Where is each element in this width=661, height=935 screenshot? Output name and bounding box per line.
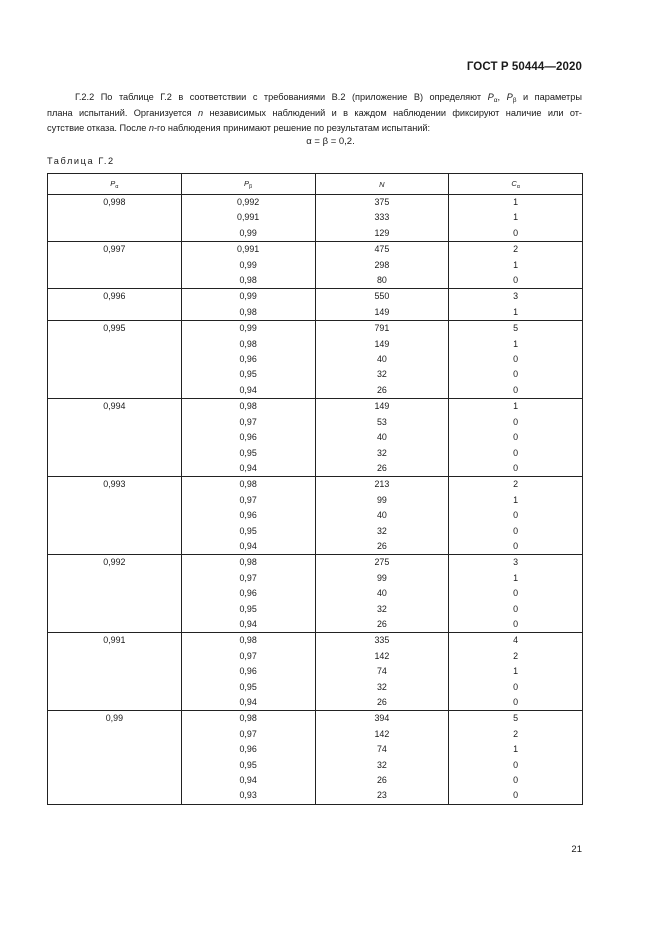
- paragraph-g-2-2: [47, 90, 582, 137]
- cell-n: 213: [315, 477, 449, 493]
- table-row: [48, 555, 583, 571]
- cell-n: 40: [315, 586, 449, 601]
- cell-c-alpha: 2: [449, 477, 583, 493]
- cell-c-alpha: 0: [449, 446, 583, 461]
- paragraph-line-3: сутствие отказа. После n-го наблюдения принимают решение по результатам испытаний:: [47, 123, 431, 134]
- header-n: N: [315, 174, 449, 195]
- cell-p-beta: 0,94: [181, 773, 315, 788]
- cell-c-alpha: 1: [449, 195, 583, 211]
- cell-p-alpha: 0,998: [48, 195, 182, 211]
- cell-p-alpha: [48, 273, 182, 289]
- cell-p-alpha: [48, 617, 182, 633]
- cell-p-beta: 0,95: [181, 680, 315, 695]
- cell-c-alpha: 5: [449, 711, 583, 727]
- alpha-subscript: α: [493, 97, 498, 104]
- header-c-alpha: $C_\alpha$: [449, 174, 583, 195]
- cell-c-alpha: 1: [449, 742, 583, 757]
- paragraph-line-1: Г.2.2 По таблице Г.2 в соответствии с требованиями В.2 (приложение В) определяют $P_\alpha$, $P_\beta$ и параметры: [75, 92, 582, 104]
- cell-p-beta: 0,94: [181, 539, 315, 555]
- cell-p-alpha: [48, 773, 182, 788]
- cell-p-beta: 0,99: [181, 321, 315, 337]
- cell-n: 23: [315, 788, 449, 804]
- cell-p-beta: 0,97: [181, 493, 315, 508]
- cell-p-alpha: [48, 508, 182, 523]
- cell-n: 32: [315, 680, 449, 695]
- cell-n: 99: [315, 571, 449, 586]
- cell-n: 335: [315, 633, 449, 649]
- cell-p-beta: 0,96: [181, 352, 315, 367]
- cell-c-alpha: 0: [449, 383, 583, 399]
- table-row: [48, 477, 583, 493]
- cell-p-alpha: 0,99: [48, 711, 182, 727]
- cell-p-alpha: [48, 649, 182, 664]
- table-row: [48, 415, 583, 430]
- table-row: [48, 602, 583, 617]
- beta-subscript: β: [512, 97, 517, 104]
- cell-p-beta: 0,991: [181, 210, 315, 225]
- table-row: [48, 695, 583, 711]
- table-row: [48, 195, 583, 211]
- cell-n: 375: [315, 195, 449, 211]
- cell-p-beta: 0,98: [181, 477, 315, 493]
- cell-n: 32: [315, 446, 449, 461]
- table-row: [48, 352, 583, 367]
- cell-p-alpha: [48, 602, 182, 617]
- table-row: [48, 617, 583, 633]
- cell-p-alpha: [48, 446, 182, 461]
- cell-p-beta: 0,94: [181, 617, 315, 633]
- table-row: [48, 711, 583, 727]
- cell-c-alpha: 0: [449, 680, 583, 695]
- table-header-row: [48, 174, 583, 195]
- table-row: [48, 727, 583, 742]
- cell-p-beta: 0,96: [181, 586, 315, 601]
- table-row: [48, 242, 583, 258]
- cell-p-beta: 0,98: [181, 399, 315, 415]
- table-row: [48, 337, 583, 352]
- table-row: [48, 258, 583, 273]
- table-row: [48, 446, 583, 461]
- table-g-2: [47, 173, 583, 805]
- cell-n: 40: [315, 430, 449, 445]
- cell-n: 32: [315, 524, 449, 539]
- cell-n: 74: [315, 742, 449, 757]
- cell-n: 394: [315, 711, 449, 727]
- cell-c-alpha: 0: [449, 367, 583, 382]
- cell-p-alpha: [48, 305, 182, 321]
- cell-p-beta: 0,98: [181, 305, 315, 321]
- cell-p-beta: 0,98: [181, 633, 315, 649]
- cell-c-alpha: 2: [449, 242, 583, 258]
- cell-c-alpha: 0: [449, 273, 583, 289]
- cell-c-alpha: 0: [449, 524, 583, 539]
- cell-p-beta: 0,94: [181, 461, 315, 477]
- cell-p-alpha: [48, 539, 182, 555]
- table-body: [48, 195, 583, 805]
- n-symbol: n: [197, 107, 204, 118]
- cell-p-alpha: 0,993: [48, 477, 182, 493]
- table-row: [48, 773, 583, 788]
- cell-c-alpha: 2: [449, 727, 583, 742]
- cell-p-alpha: [48, 524, 182, 539]
- cell-p-alpha: [48, 493, 182, 508]
- cell-p-alpha: 0,996: [48, 289, 182, 305]
- cell-p-alpha: [48, 352, 182, 367]
- table-row: [48, 788, 583, 804]
- cell-c-alpha: 1: [449, 210, 583, 225]
- cell-c-alpha: 0: [449, 539, 583, 555]
- cell-p-alpha: 0,997: [48, 242, 182, 258]
- cell-p-alpha: [48, 258, 182, 273]
- cell-p-beta: 0,99: [181, 226, 315, 242]
- cell-n: 40: [315, 352, 449, 367]
- document-code: ГОСТ Р 50444—2020: [466, 61, 582, 73]
- cell-p-beta: 0,98: [181, 555, 315, 571]
- cell-n: 53: [315, 415, 449, 430]
- table-row: [48, 680, 583, 695]
- cell-p-alpha: [48, 758, 182, 773]
- cell-p-beta: 0,96: [181, 430, 315, 445]
- cell-p-beta: 0,94: [181, 695, 315, 711]
- cell-n: 791: [315, 321, 449, 337]
- cell-p-alpha: [48, 571, 182, 586]
- cell-c-alpha: 0: [449, 695, 583, 711]
- cell-p-alpha: [48, 383, 182, 399]
- cell-p-alpha: [48, 337, 182, 352]
- cell-p-beta: 0,992: [181, 195, 315, 211]
- table-row: [48, 524, 583, 539]
- cell-c-alpha: 0: [449, 430, 583, 445]
- cell-n: 298: [315, 258, 449, 273]
- cell-n: 26: [315, 461, 449, 477]
- table-row: [48, 305, 583, 321]
- paragraph-line-2: плана испытаний. Организуется n независимых наблюдений и в каждом наблюдении фиксируют наличие или от-: [47, 107, 582, 118]
- cell-c-alpha: 0: [449, 415, 583, 430]
- cell-p-beta: 0,98: [181, 711, 315, 727]
- cell-c-alpha: 0: [449, 617, 583, 633]
- cell-p-alpha: [48, 210, 182, 225]
- cell-p-alpha: [48, 695, 182, 711]
- cell-p-alpha: [48, 742, 182, 757]
- cell-n: 74: [315, 664, 449, 679]
- table-row: [48, 367, 583, 382]
- cell-p-alpha: 0,995: [48, 321, 182, 337]
- cell-p-beta: 0,97: [181, 415, 315, 430]
- cell-p-alpha: 0,991: [48, 633, 182, 649]
- table-row: [48, 633, 583, 649]
- cell-c-alpha: 0: [449, 758, 583, 773]
- cell-n: 26: [315, 383, 449, 399]
- cell-c-alpha: 0: [449, 508, 583, 523]
- header-p-alpha: $P_\alpha$: [48, 174, 182, 195]
- table-row: [48, 742, 583, 757]
- cell-p-alpha: [48, 461, 182, 477]
- cell-n: 26: [315, 773, 449, 788]
- table-row: [48, 273, 583, 289]
- cell-p-beta: 0,98: [181, 273, 315, 289]
- cell-n: 99: [315, 493, 449, 508]
- table-row: [48, 383, 583, 399]
- cell-p-alpha: [48, 664, 182, 679]
- table-row: [48, 571, 583, 586]
- cell-p-beta: 0,94: [181, 383, 315, 399]
- cell-c-alpha: 1: [449, 305, 583, 321]
- cell-c-alpha: 0: [449, 226, 583, 242]
- cell-n: 26: [315, 695, 449, 711]
- cell-c-alpha: 3: [449, 555, 583, 571]
- cell-c-alpha: 0: [449, 352, 583, 367]
- cell-p-beta: 0,95: [181, 446, 315, 461]
- cell-p-beta: 0,991: [181, 242, 315, 258]
- cell-n: 32: [315, 367, 449, 382]
- cell-n: 80: [315, 273, 449, 289]
- cell-n: 129: [315, 226, 449, 242]
- cell-c-alpha: 1: [449, 664, 583, 679]
- formula: α = β = 0,2.: [306, 136, 355, 147]
- cell-p-alpha: [48, 586, 182, 601]
- cell-n: 550: [315, 289, 449, 305]
- cell-c-alpha: 5: [449, 321, 583, 337]
- cell-p-beta: 0,95: [181, 367, 315, 382]
- cell-n: 142: [315, 727, 449, 742]
- table-row: [48, 210, 583, 225]
- p-symbol: P: [506, 92, 513, 102]
- cell-n: 475: [315, 242, 449, 258]
- n-symbol: n: [148, 123, 154, 134]
- cell-p-beta: 0,95: [181, 524, 315, 539]
- cell-p-beta: 0,97: [181, 649, 315, 664]
- cell-n: 149: [315, 305, 449, 321]
- cell-p-beta: 0,99: [181, 289, 315, 305]
- cell-p-beta: 0,96: [181, 742, 315, 757]
- table-row: [48, 758, 583, 773]
- cell-p-alpha: [48, 680, 182, 695]
- cell-p-alpha: [48, 727, 182, 742]
- cell-p-beta: 0,99: [181, 258, 315, 273]
- page-number: 21: [571, 844, 582, 855]
- cell-p-beta: 0,95: [181, 602, 315, 617]
- table-row: [48, 461, 583, 477]
- table-row: [48, 289, 583, 305]
- cell-n: 275: [315, 555, 449, 571]
- cell-p-beta: 0,96: [181, 664, 315, 679]
- cell-p-beta: 0,97: [181, 727, 315, 742]
- cell-c-alpha: 0: [449, 788, 583, 804]
- table-row: [48, 321, 583, 337]
- cell-n: 32: [315, 602, 449, 617]
- cell-p-alpha: [48, 415, 182, 430]
- header-p-beta: $P_\beta$: [181, 174, 315, 195]
- table-row: [48, 226, 583, 242]
- cell-p-alpha: [48, 367, 182, 382]
- cell-c-alpha: 0: [449, 602, 583, 617]
- table-row: [48, 649, 583, 664]
- table-caption: Таблица Г.2: [47, 156, 115, 166]
- cell-p-beta: 0,97: [181, 571, 315, 586]
- cell-p-alpha: 0,994: [48, 399, 182, 415]
- table-row: [48, 430, 583, 445]
- cell-c-alpha: 0: [449, 586, 583, 601]
- cell-p-alpha: [48, 788, 182, 804]
- table-row: [48, 664, 583, 679]
- cell-c-alpha: 4: [449, 633, 583, 649]
- cell-p-alpha: 0,992: [48, 555, 182, 571]
- cell-c-alpha: 1: [449, 337, 583, 352]
- cell-p-alpha: [48, 430, 182, 445]
- cell-n: 142: [315, 649, 449, 664]
- cell-c-alpha: 2: [449, 649, 583, 664]
- cell-n: 26: [315, 617, 449, 633]
- cell-c-alpha: 1: [449, 399, 583, 415]
- cell-n: 40: [315, 508, 449, 523]
- table-row: [48, 508, 583, 523]
- cell-c-alpha: 1: [449, 258, 583, 273]
- cell-n: 149: [315, 337, 449, 352]
- table-row: [48, 539, 583, 555]
- cell-n: 149: [315, 399, 449, 415]
- table-row: [48, 493, 583, 508]
- cell-c-alpha: 1: [449, 493, 583, 508]
- cell-n: 333: [315, 210, 449, 225]
- cell-n: 32: [315, 758, 449, 773]
- cell-p-alpha: [48, 226, 182, 242]
- cell-n: 26: [315, 539, 449, 555]
- p-symbol: P: [487, 92, 494, 102]
- cell-c-alpha: 3: [449, 289, 583, 305]
- cell-c-alpha: 0: [449, 461, 583, 477]
- cell-p-beta: 0,93: [181, 788, 315, 804]
- table-row: [48, 586, 583, 601]
- cell-p-beta: 0,98: [181, 337, 315, 352]
- cell-p-beta: 0,96: [181, 508, 315, 523]
- cell-c-alpha: 0: [449, 773, 583, 788]
- table-row: [48, 399, 583, 415]
- cell-p-beta: 0,95: [181, 758, 315, 773]
- cell-c-alpha: 1: [449, 571, 583, 586]
